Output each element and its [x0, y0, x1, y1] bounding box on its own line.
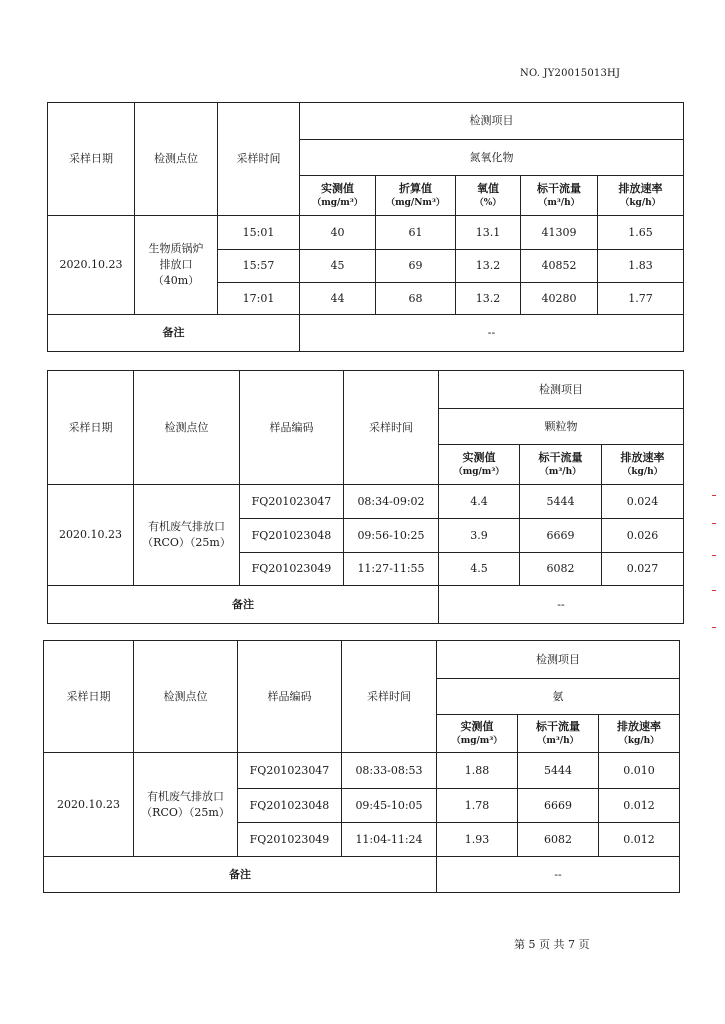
- table-row: [48, 216, 684, 250]
- value-cell: 0.012: [599, 789, 680, 823]
- time-cell: 15:57: [218, 250, 300, 283]
- remark-value: --: [437, 857, 680, 893]
- remark-label: 备注: [44, 857, 437, 893]
- value-cell: 68: [376, 283, 456, 315]
- header-sampling-date: 采样日期: [48, 371, 134, 485]
- remark-value: --: [439, 586, 684, 624]
- header-test-items: 检测项目: [300, 103, 684, 140]
- value-cell: 1.88: [437, 753, 518, 789]
- nox-table: [47, 102, 684, 352]
- value-cell: 0.026: [602, 519, 684, 553]
- header-sampling-time: 采样时间: [342, 641, 437, 753]
- value-cell: 0.027: [602, 553, 684, 586]
- header-sampling-time: 采样时间: [218, 103, 300, 216]
- header-sampling-time: 采样时间: [344, 371, 439, 485]
- value-cell: 1.83: [598, 250, 684, 283]
- sampling-date-cell: 2020.10.23: [48, 485, 134, 586]
- header-sampling-date: 采样日期: [48, 103, 135, 216]
- value-cell: 69: [376, 250, 456, 283]
- sampling-date-cell: 2020.10.23: [44, 753, 134, 857]
- value-cell: 1.78: [437, 789, 518, 823]
- header-sampling-date: 采样日期: [44, 641, 134, 753]
- header-col: 折算值 （mg/Nm³）: [376, 176, 456, 216]
- sample-code-cell: FQ201023048: [238, 789, 342, 823]
- header-col: 实测值 （mg/m³）: [300, 176, 376, 216]
- page-number: 第 5 页 共 7 页: [514, 938, 590, 951]
- value-cell: 5444: [520, 485, 602, 519]
- value-cell: 6082: [518, 823, 599, 857]
- value-cell: 44: [300, 283, 376, 315]
- sample-code-cell: FQ201023049: [240, 553, 344, 586]
- time-cell: 09:45-10:05: [342, 789, 437, 823]
- value-cell: 4.4: [439, 485, 520, 519]
- time-cell: 09:56-10:25: [344, 519, 439, 553]
- header-col: 标干流量 （m³/h）: [521, 176, 598, 216]
- value-cell: 1.93: [437, 823, 518, 857]
- sample-code-cell: FQ201023047: [240, 485, 344, 519]
- value-cell: 61: [376, 216, 456, 250]
- value-cell: 1.77: [598, 283, 684, 315]
- value-cell: 3.9: [439, 519, 520, 553]
- header-pollutant: 氮氧化物: [300, 140, 684, 176]
- particulate-table: [47, 370, 684, 624]
- header-sample-code: 样品编码: [240, 371, 344, 485]
- sample-code-cell: FQ201023049: [238, 823, 342, 857]
- scan-edge-marks: [710, 495, 718, 635]
- ammonia-table: [43, 640, 680, 893]
- time-cell: 17:01: [218, 283, 300, 315]
- value-cell: 0.010: [599, 753, 680, 789]
- time-cell: 15:01: [218, 216, 300, 250]
- value-cell: 13.2: [456, 283, 521, 315]
- value-cell: 13.2: [456, 250, 521, 283]
- value-cell: 0.024: [602, 485, 684, 519]
- sampling-date-cell: 2020.10.23: [48, 216, 135, 315]
- value-cell: 40: [300, 216, 376, 250]
- header-test-items: 检测项目: [437, 641, 680, 679]
- header-col: 实测值 （mg/m³）: [439, 445, 520, 485]
- header-pollutant: 颗粒物: [439, 409, 684, 445]
- value-cell: 40852: [521, 250, 598, 283]
- value-cell: 6082: [520, 553, 602, 586]
- value-cell: 6669: [518, 789, 599, 823]
- remark-label: 备注: [48, 315, 300, 352]
- value-cell: 41309: [521, 216, 598, 250]
- header-col: 排放速率 （kg/h）: [602, 445, 684, 485]
- monitoring-point-cell: 有机废气排放口 （RCO）（25m）: [134, 485, 240, 586]
- monitoring-point-cell: 生物质锅炉 排放口 （40m）: [135, 216, 218, 315]
- value-cell: 0.012: [599, 823, 680, 857]
- header-pollutant: 氨: [437, 679, 680, 715]
- time-cell: 08:33-08:53: [342, 753, 437, 789]
- time-cell: 11:27-11:55: [344, 553, 439, 586]
- sample-code-cell: FQ201023047: [238, 753, 342, 789]
- header-col: 排放速率 （kg/h）: [599, 715, 680, 753]
- value-cell: 13.1: [456, 216, 521, 250]
- value-cell: 4.5: [439, 553, 520, 586]
- header-col: 排放速率 （kg/h）: [598, 176, 684, 216]
- time-cell: 11:04-11:24: [342, 823, 437, 857]
- header-monitoring-point: 检测点位: [135, 103, 218, 216]
- time-cell: 08:34-09:02: [344, 485, 439, 519]
- value-cell: 40280: [521, 283, 598, 315]
- header-test-items: 检测项目: [439, 371, 684, 409]
- remark-value: --: [300, 315, 684, 352]
- table-row: [44, 753, 680, 789]
- sample-code-cell: FQ201023048: [240, 519, 344, 553]
- remark-label: 备注: [48, 586, 439, 624]
- header-monitoring-point: 检测点位: [134, 371, 240, 485]
- value-cell: 5444: [518, 753, 599, 789]
- table-row: [48, 485, 684, 519]
- monitoring-point-cell: 有机废气排放口 （RCO）（25m）: [134, 753, 238, 857]
- header-col: 实测值 （mg/m³）: [437, 715, 518, 753]
- header-monitoring-point: 检测点位: [134, 641, 238, 753]
- value-cell: 6669: [520, 519, 602, 553]
- document-number: NO. JY20015013HJ: [520, 68, 621, 79]
- value-cell: 45: [300, 250, 376, 283]
- header-sample-code: 样品编码: [238, 641, 342, 753]
- header-col: 标干流量 （m³/h）: [520, 445, 602, 485]
- value-cell: 1.65: [598, 216, 684, 250]
- header-col: 标干流量 （m³/h）: [518, 715, 599, 753]
- header-col: 氧值 （%）: [456, 176, 521, 216]
